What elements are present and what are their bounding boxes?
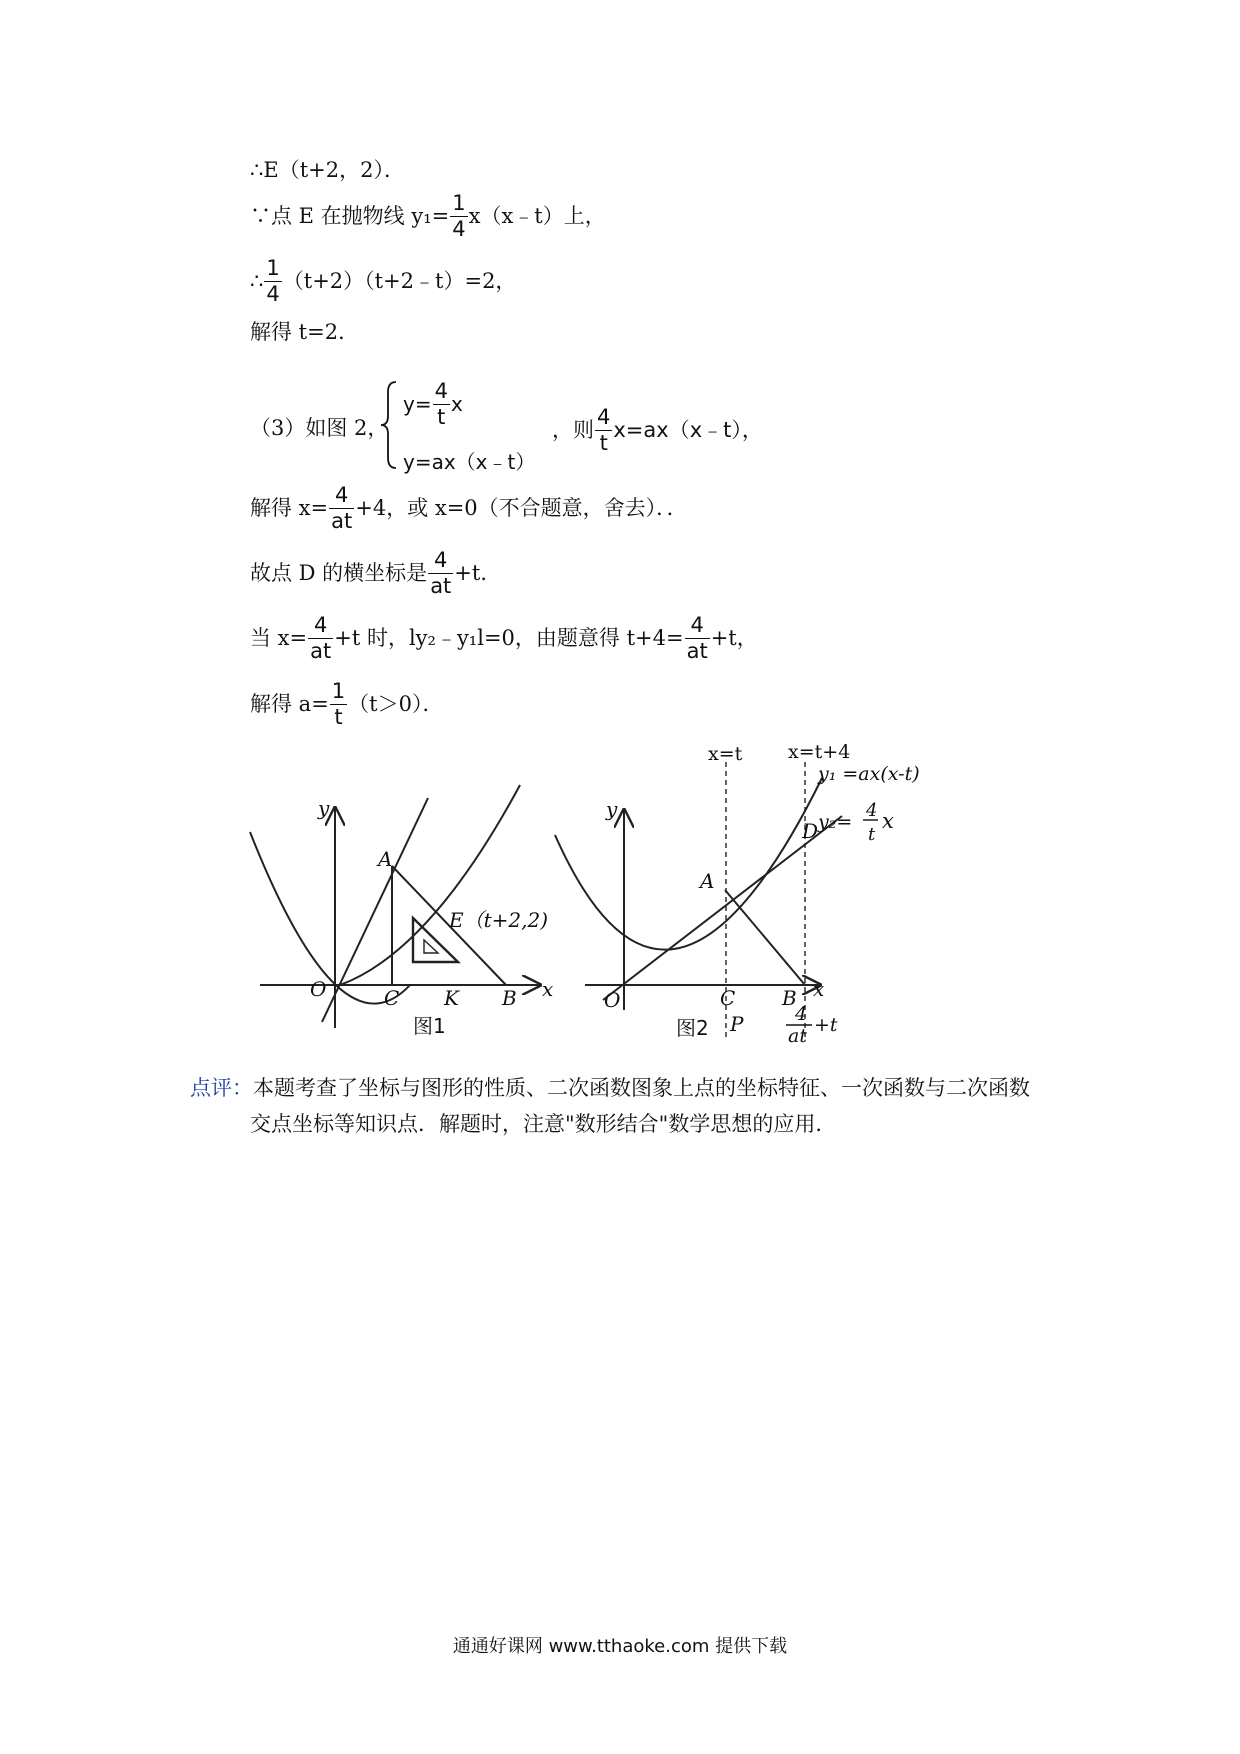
fraction: [308, 612, 333, 663]
line-text: 当 x=: [250, 625, 308, 650]
fig1-label-b: B: [502, 986, 517, 1010]
fraction-denominator: t: [437, 405, 446, 429]
solution-line-5-tail: [552, 404, 763, 455]
fig2-label-b: B: [782, 986, 797, 1010]
fig2-label-b-num: 4: [795, 1003, 808, 1025]
solution-line-6: [250, 482, 688, 533]
fraction-numerator: 4: [685, 612, 710, 639]
fig2-label-d: D: [802, 819, 819, 843]
fig2-label-y1: y₁ =ax(x-t): [818, 763, 920, 785]
fraction-denominator: at: [310, 639, 332, 663]
fraction: [685, 612, 710, 663]
line-text: 故点 D 的横坐标是: [250, 560, 428, 585]
figures: [0, 740, 1240, 1080]
review-section: [190, 1070, 1070, 1142]
fraction-numerator: 1: [331, 679, 346, 703]
fraction-denominator: at: [686, 639, 708, 663]
fraction-numerator: 1: [452, 191, 466, 215]
solution-line-9: [250, 678, 443, 729]
line-text: （t+2）（t+2﹣t）=2，: [282, 268, 517, 293]
fig1-label-x: x: [542, 977, 554, 1001]
fraction-numerator: 4: [597, 405, 611, 429]
equation-text: y=ax（x﹣t）: [403, 450, 536, 474]
fig2-label-y2-x: x: [882, 809, 894, 833]
fig2-label-x-eq-t4: x=t+4: [788, 741, 851, 763]
line-text: ∴: [250, 268, 264, 293]
fig2-label-b-plus: +t: [814, 1014, 838, 1036]
fig2-label-y2: y₂=: [818, 811, 853, 833]
line-text: x=ax（x﹣t），: [613, 417, 763, 442]
line-text: x（x﹣t）上，: [468, 203, 606, 228]
review-line-2: 交点坐标等知识点．解题时，注意"数形结合"数学思想的应用．: [250, 1112, 837, 1136]
fraction-denominator: t: [334, 705, 343, 729]
fig2-label-x-eq-t: x=t: [708, 743, 743, 765]
fig2-label-o: O: [604, 988, 621, 1012]
solution-line-2: [250, 190, 606, 241]
line-text: ∴E（t+2，2）．: [250, 157, 405, 182]
fraction-numerator: 4: [434, 379, 448, 403]
parabola-y1: [555, 778, 822, 950]
fraction: [428, 547, 453, 598]
line-text: +t．: [454, 560, 502, 585]
line-text: （3）如图 2，: [250, 415, 389, 440]
brace-icon: [378, 380, 400, 470]
system-equation-2: [403, 446, 535, 475]
fig2-caption: 图2: [676, 1016, 709, 1040]
fraction-denominator: t: [599, 431, 608, 455]
fraction: [433, 378, 450, 429]
line-text: 解得 a=: [250, 691, 329, 716]
line-text: ∵点 E 在抛物线 y₁=: [250, 203, 450, 228]
fraction-numerator: 4: [308, 612, 333, 639]
solution-line-3: [250, 255, 516, 306]
fig1-label-a: A: [378, 847, 393, 871]
fraction: [595, 404, 612, 455]
equation-text: x: [450, 391, 463, 416]
fig1-label-k: K: [444, 986, 459, 1010]
fig2-label-x: x: [813, 977, 825, 1001]
solution-line-8: [250, 612, 758, 663]
fig2-label-a: A: [700, 869, 715, 893]
line-text: 解得 t=2．: [250, 319, 360, 344]
fig1-caption: 图1: [413, 1014, 446, 1038]
fig2-label-y2-num: 4: [866, 800, 878, 821]
fraction-numerator: 4: [428, 547, 453, 574]
line-text: +t 时，ly₂﹣y₁l=0，由题意得 t+4=: [334, 625, 684, 650]
line-text: 解得 x=: [250, 495, 329, 520]
fig1-label-c: C: [384, 986, 400, 1010]
fig2-label-p: P: [730, 1012, 744, 1036]
line-y2: [603, 816, 842, 1000]
fig1-label-o: O: [310, 977, 327, 1001]
line-ab: [725, 890, 805, 985]
review-label: 点评：: [190, 1076, 253, 1100]
system-equation-1: [403, 378, 463, 429]
fraction-denominator: at: [331, 509, 353, 533]
review-line-1: 本题考查了坐标与图形的性质、二次函数图象上点的坐标特征、一次函数与二次函数: [253, 1076, 1030, 1100]
solution-line-1: [250, 156, 405, 182]
fraction: [264, 255, 281, 306]
equation-text: y=: [403, 391, 432, 416]
solution-line-5-lead: [250, 414, 388, 440]
fig2-label-b-den: at: [788, 1025, 807, 1047]
footer-text: 通通好课网 www.tthaoke.com 提供下载: [452, 1636, 788, 1657]
fig2-label-c: C: [720, 986, 736, 1010]
fraction-numerator: 4: [329, 482, 354, 509]
fraction: [330, 678, 347, 729]
line-oa: [322, 798, 428, 1022]
fraction-denominator: 4: [452, 217, 466, 241]
line-text: （t＞0）．: [348, 691, 444, 716]
fig2-label-y2-den: t: [868, 824, 876, 845]
line-text: +4，或 x=0（不合题意，舍去）．．: [355, 495, 688, 520]
fig1-label-e: E（t+2,2): [449, 908, 549, 932]
fraction-numerator: 1: [266, 256, 280, 280]
fraction-denominator: 4: [266, 282, 280, 306]
fraction: [329, 482, 354, 533]
parabola-right: [340, 785, 520, 985]
figure-2: [555, 762, 842, 1040]
solution-line-4: [250, 318, 359, 344]
solution-line-7: [250, 547, 501, 598]
line-text: +t，: [710, 625, 758, 650]
line-text: ，则: [552, 417, 594, 442]
fig1-label-y: y: [318, 796, 330, 820]
fraction: [450, 190, 467, 241]
fig2-label-y: y: [606, 797, 618, 821]
fraction-denominator: at: [430, 574, 452, 598]
